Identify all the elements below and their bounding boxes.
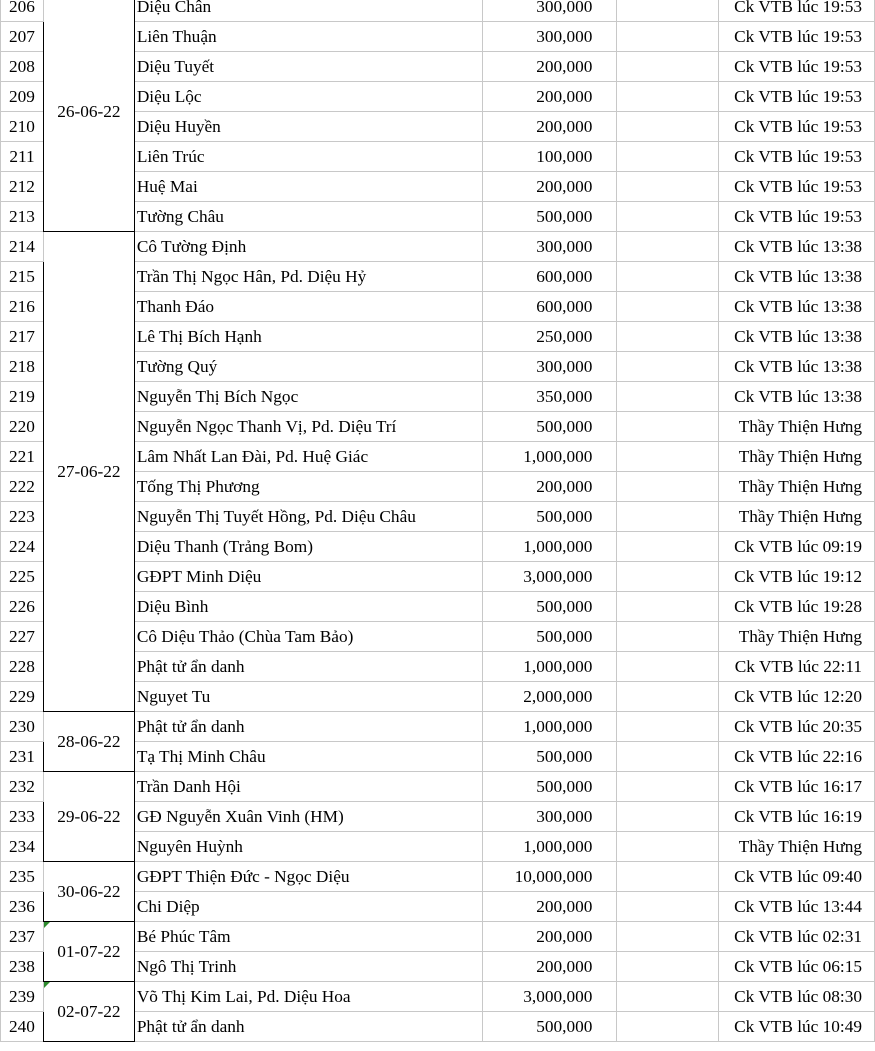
- empty-cell[interactable]: [617, 982, 719, 1012]
- amount-cell[interactable]: 3,000,000: [482, 982, 617, 1012]
- row-number-cell[interactable]: 240: [1, 1012, 44, 1042]
- payment-note-cell[interactable]: Ck VTB lúc 10:49: [719, 1012, 875, 1042]
- payment-note-cell[interactable]: Thầy Thiện Hưng: [719, 832, 875, 862]
- empty-cell[interactable]: [617, 52, 719, 82]
- donor-name-cell[interactable]: Diệu Chân: [134, 0, 482, 22]
- row-number-cell[interactable]: 207: [1, 22, 44, 52]
- donor-name-cell[interactable]: Nguyet Tu: [134, 682, 482, 712]
- row-number-cell[interactable]: 226: [1, 592, 44, 622]
- empty-cell[interactable]: [617, 22, 719, 52]
- table-row: [1, 862, 875, 892]
- payment-note-cell[interactable]: Ck VTB lúc 13:38: [719, 292, 875, 322]
- payment-note-cell[interactable]: Ck VTB lúc 16:19: [719, 802, 875, 832]
- donor-name-cell[interactable]: Phật tử ẩn danh: [134, 652, 482, 682]
- row-number-cell[interactable]: 213: [1, 202, 44, 232]
- amount-cell[interactable]: 300,000: [482, 802, 617, 832]
- row-number-cell[interactable]: 227: [1, 622, 44, 652]
- row-number-cell[interactable]: 225: [1, 562, 44, 592]
- amount-cell[interactable]: 500,000: [482, 622, 617, 652]
- donor-name-cell[interactable]: Liên Thuận: [134, 22, 482, 52]
- date-label: 28-06-22: [57, 732, 121, 751]
- row-number-cell[interactable]: 234: [1, 832, 44, 862]
- empty-cell[interactable]: [617, 802, 719, 832]
- payment-note-cell[interactable]: Ck VTB lúc 13:38: [719, 352, 875, 382]
- amount-cell[interactable]: 200,000: [482, 472, 617, 502]
- empty-cell[interactable]: [617, 352, 719, 382]
- donor-name-cell[interactable]: Diệu Bình: [134, 592, 482, 622]
- amount-cell[interactable]: 200,000: [482, 922, 617, 952]
- amount-cell[interactable]: 1,000,000: [482, 712, 617, 742]
- table-row: [1, 772, 875, 802]
- payment-note-cell[interactable]: Ck VTB lúc 16:17: [719, 772, 875, 802]
- date-cell[interactable]: [43, 0, 134, 232]
- row-number-cell[interactable]: 221: [1, 442, 44, 472]
- amount-cell[interactable]: 2,000,000: [482, 682, 617, 712]
- payment-note-cell[interactable]: Ck VTB lúc 19:12: [719, 562, 875, 592]
- empty-cell[interactable]: [617, 922, 719, 952]
- date-cell[interactable]: [43, 922, 134, 982]
- empty-cell[interactable]: [617, 502, 719, 532]
- comment-indicator-icon[interactable]: [44, 922, 50, 928]
- empty-cell[interactable]: [617, 562, 719, 592]
- row-number-cell[interactable]: 236: [1, 892, 44, 922]
- table-row: [1, 982, 875, 1012]
- amount-cell[interactable]: 1,000,000: [482, 442, 617, 472]
- amount-cell[interactable]: 200,000: [482, 892, 617, 922]
- donor-name-cell[interactable]: GĐPT Minh Diệu: [134, 562, 482, 592]
- empty-cell[interactable]: [617, 442, 719, 472]
- row-number-cell[interactable]: 232: [1, 772, 44, 802]
- donor-name-cell[interactable]: GĐ Nguyễn Xuân Vinh (HM): [134, 802, 482, 832]
- payment-note-cell[interactable]: Ck VTB lúc 08:30: [719, 982, 875, 1012]
- payment-note-cell[interactable]: Ck VTB lúc 12:20: [719, 682, 875, 712]
- empty-cell[interactable]: [617, 622, 719, 652]
- amount-cell[interactable]: 600,000: [482, 292, 617, 322]
- payment-note-cell[interactable]: Ck VTB lúc 22:16: [719, 742, 875, 772]
- date-cell[interactable]: [43, 772, 134, 862]
- donor-name-cell[interactable]: Tạ Thị Minh Châu: [134, 742, 482, 772]
- row-number-cell[interactable]: 233: [1, 802, 44, 832]
- donor-name-cell[interactable]: Tường Châu: [134, 202, 482, 232]
- donor-name-cell[interactable]: GĐPT Thiện Đức - Ngọc Diệu: [134, 862, 482, 892]
- payment-note-cell[interactable]: Ck VTB lúc 09:19: [719, 532, 875, 562]
- payment-note-cell[interactable]: Ck VTB lúc 19:28: [719, 592, 875, 622]
- amount-cell[interactable]: 500,000: [482, 772, 617, 802]
- row-number-cell[interactable]: 212: [1, 172, 44, 202]
- row-number-cell[interactable]: 239: [1, 982, 44, 1012]
- donor-name-cell[interactable]: Tường Quý: [134, 352, 482, 382]
- amount-cell[interactable]: 300,000: [482, 0, 617, 22]
- amount-cell[interactable]: 500,000: [482, 1012, 617, 1042]
- donor-name-cell[interactable]: Bé Phúc Tâm: [134, 922, 482, 952]
- donor-name-cell[interactable]: Tống Thị Phương: [134, 472, 482, 502]
- payment-note-cell[interactable]: Thầy Thiện Hưng: [719, 502, 875, 532]
- empty-cell[interactable]: [617, 322, 719, 352]
- amount-cell[interactable]: 300,000: [482, 352, 617, 382]
- donor-name-cell[interactable]: Phật tử ẩn danh: [134, 1012, 482, 1042]
- donor-name-cell[interactable]: Cô Diệu Thảo (Chùa Tam Bảo): [134, 622, 482, 652]
- row-number-cell[interactable]: 222: [1, 472, 44, 502]
- date-label: 30-06-22: [57, 882, 121, 901]
- row-number-cell[interactable]: 219: [1, 382, 44, 412]
- amount-cell[interactable]: 200,000: [482, 112, 617, 142]
- donor-name-cell[interactable]: Ngô Thị Trinh: [134, 952, 482, 982]
- row-number-cell[interactable]: 224: [1, 532, 44, 562]
- donor-name-cell[interactable]: Nguyễn Thị Bích Ngọc: [134, 382, 482, 412]
- row-number-cell[interactable]: 229: [1, 682, 44, 712]
- empty-cell[interactable]: [617, 652, 719, 682]
- empty-cell[interactable]: [617, 952, 719, 982]
- empty-cell[interactable]: [617, 172, 719, 202]
- row-number-cell[interactable]: 211: [1, 142, 44, 172]
- empty-cell[interactable]: [617, 712, 719, 742]
- payment-note-cell[interactable]: Thầy Thiện Hưng: [719, 472, 875, 502]
- row-number-cell[interactable]: 237: [1, 922, 44, 952]
- amount-cell[interactable]: 200,000: [482, 52, 617, 82]
- empty-cell[interactable]: [617, 682, 719, 712]
- row-number-cell[interactable]: 216: [1, 292, 44, 322]
- payment-note-cell[interactable]: Ck VTB lúc 13:38: [719, 232, 875, 262]
- amount-cell[interactable]: 350,000: [482, 382, 617, 412]
- payment-note-cell[interactable]: Ck VTB lúc 22:11: [719, 652, 875, 682]
- empty-cell[interactable]: [617, 862, 719, 892]
- row-number-cell[interactable]: 235: [1, 862, 44, 892]
- payment-note-cell[interactable]: Ck VTB lúc 13:38: [719, 382, 875, 412]
- amount-cell[interactable]: 100,000: [482, 142, 617, 172]
- donor-name-cell[interactable]: Diệu Lộc: [134, 82, 482, 112]
- payment-note-cell[interactable]: Ck VTB lúc 19:53: [719, 22, 875, 52]
- date-cell[interactable]: [43, 982, 134, 1042]
- empty-cell[interactable]: [617, 832, 719, 862]
- empty-cell[interactable]: [617, 742, 719, 772]
- empty-cell[interactable]: [617, 262, 719, 292]
- date-cell[interactable]: [43, 862, 134, 922]
- empty-cell[interactable]: [617, 532, 719, 562]
- row-number-cell[interactable]: 206: [1, 0, 44, 22]
- empty-cell[interactable]: [617, 772, 719, 802]
- payment-note-cell[interactable]: Ck VTB lúc 02:31: [719, 922, 875, 952]
- amount-cell[interactable]: 500,000: [482, 412, 617, 442]
- row-number-cell[interactable]: 220: [1, 412, 44, 442]
- row-number-cell[interactable]: 217: [1, 322, 44, 352]
- table-row: [1, 0, 875, 22]
- amount-cell[interactable]: 300,000: [482, 232, 617, 262]
- donor-name-cell[interactable]: Nguyễn Thị Tuyết Hồng, Pd. Diệu Châu: [134, 502, 482, 532]
- empty-cell[interactable]: [617, 412, 719, 442]
- payment-note-cell[interactable]: Thầy Thiện Hưng: [719, 442, 875, 472]
- row-number-cell[interactable]: 231: [1, 742, 44, 772]
- comment-indicator-icon[interactable]: [44, 982, 50, 988]
- payment-note-cell[interactable]: Ck VTB lúc 19:53: [719, 142, 875, 172]
- donor-name-cell[interactable]: Trần Danh Hội: [134, 772, 482, 802]
- amount-cell[interactable]: 1,000,000: [482, 832, 617, 862]
- row-number-cell[interactable]: 208: [1, 52, 44, 82]
- amount-cell[interactable]: 200,000: [482, 172, 617, 202]
- amount-cell[interactable]: 500,000: [482, 202, 617, 232]
- amount-cell[interactable]: 200,000: [482, 82, 617, 112]
- payment-note-cell[interactable]: Ck VTB lúc 09:40: [719, 862, 875, 892]
- payment-note-cell[interactable]: Ck VTB lúc 13:38: [719, 262, 875, 292]
- empty-cell[interactable]: [617, 0, 719, 22]
- donor-name-cell[interactable]: Nguyên Huỳnh: [134, 832, 482, 862]
- empty-cell[interactable]: [617, 472, 719, 502]
- table-row: [1, 232, 875, 262]
- empty-cell[interactable]: [617, 202, 719, 232]
- donor-name-cell[interactable]: Thanh Đáo: [134, 292, 482, 322]
- payment-note-cell[interactable]: Ck VTB lúc 19:53: [719, 82, 875, 112]
- amount-cell[interactable]: 1,000,000: [482, 532, 617, 562]
- row-number-cell[interactable]: 210: [1, 112, 44, 142]
- payment-note-cell[interactable]: Thầy Thiện Hưng: [719, 622, 875, 652]
- table-body: [1, 0, 875, 1042]
- amount-cell[interactable]: 200,000: [482, 952, 617, 982]
- table-row: [1, 922, 875, 952]
- empty-cell[interactable]: [617, 292, 719, 322]
- donor-name-cell[interactable]: Nguyễn Ngọc Thanh Vị, Pd. Diệu Trí: [134, 412, 482, 442]
- payment-note-cell[interactable]: Ck VTB lúc 19:53: [719, 112, 875, 142]
- amount-cell[interactable]: 300,000: [482, 22, 617, 52]
- row-number-cell[interactable]: 215: [1, 262, 44, 292]
- date-label: 27-06-22: [57, 462, 121, 481]
- date-label: 02-07-22: [57, 1002, 121, 1021]
- empty-cell[interactable]: [617, 82, 719, 112]
- date-label: 01-07-22: [57, 942, 121, 961]
- payment-note-cell[interactable]: Ck VTB lúc 13:44: [719, 892, 875, 922]
- donor-name-cell[interactable]: Võ Thị Kim Lai, Pd. Diệu Hoa: [134, 982, 482, 1012]
- donor-name-cell[interactable]: Cô Tường Định: [134, 232, 482, 262]
- amount-cell[interactable]: 500,000: [482, 592, 617, 622]
- date-cell[interactable]: [43, 712, 134, 772]
- payment-note-cell[interactable]: Ck VTB lúc 19:53: [719, 202, 875, 232]
- donor-name-cell[interactable]: Lê Thị Bích Hạnh: [134, 322, 482, 352]
- empty-cell[interactable]: [617, 382, 719, 412]
- amount-cell[interactable]: 500,000: [482, 502, 617, 532]
- empty-cell[interactable]: [617, 142, 719, 172]
- payment-note-cell[interactable]: Thầy Thiện Hưng: [719, 412, 875, 442]
- empty-cell[interactable]: [617, 232, 719, 262]
- amount-cell[interactable]: 3,000,000: [482, 562, 617, 592]
- donor-name-cell[interactable]: Liên Trúc: [134, 142, 482, 172]
- row-number-cell[interactable]: 214: [1, 232, 44, 262]
- payment-note-cell[interactable]: Ck VTB lúc 20:35: [719, 712, 875, 742]
- amount-cell[interactable]: 500,000: [482, 742, 617, 772]
- donor-name-cell[interactable]: Lâm Nhất Lan Đài, Pd. Huệ Giác: [134, 442, 482, 472]
- amount-cell[interactable]: 10,000,000: [482, 862, 617, 892]
- empty-cell[interactable]: [617, 112, 719, 142]
- donor-name-cell[interactable]: Phật tử ẩn danh: [134, 712, 482, 742]
- row-number-cell[interactable]: 230: [1, 712, 44, 742]
- row-number-cell[interactable]: 228: [1, 652, 44, 682]
- payment-note-cell[interactable]: Ck VTB lúc 06:15: [719, 952, 875, 982]
- donor-name-cell[interactable]: Huệ Mai: [134, 172, 482, 202]
- amount-cell[interactable]: 250,000: [482, 322, 617, 352]
- amount-cell[interactable]: 1,000,000: [482, 652, 617, 682]
- donor-name-cell[interactable]: Diệu Thanh (Trảng Bom): [134, 532, 482, 562]
- payment-note-cell[interactable]: Ck VTB lúc 19:53: [719, 172, 875, 202]
- empty-cell[interactable]: [617, 892, 719, 922]
- donor-name-cell[interactable]: Diệu Huyền: [134, 112, 482, 142]
- table-row: [1, 712, 875, 742]
- date-cell[interactable]: [43, 232, 134, 712]
- amount-cell[interactable]: 600,000: [482, 262, 617, 292]
- empty-cell[interactable]: [617, 592, 719, 622]
- row-number-cell[interactable]: 209: [1, 82, 44, 112]
- payment-note-cell[interactable]: Ck VTB lúc 19:53: [719, 52, 875, 82]
- row-number-cell[interactable]: 223: [1, 502, 44, 532]
- empty-cell[interactable]: [617, 1012, 719, 1042]
- payment-note-cell[interactable]: Ck VTB lúc 19:53: [719, 0, 875, 22]
- donor-name-cell[interactable]: Trần Thị Ngọc Hân, Pd. Diệu Hỷ: [134, 262, 482, 292]
- date-label: 26-06-22: [57, 102, 121, 121]
- row-number-cell[interactable]: 218: [1, 352, 44, 382]
- donor-name-cell[interactable]: Diệu Tuyết: [134, 52, 482, 82]
- date-label: 29-06-22: [57, 807, 121, 826]
- donor-name-cell[interactable]: Chi Diệp: [134, 892, 482, 922]
- payment-note-cell[interactable]: Ck VTB lúc 13:38: [719, 322, 875, 352]
- row-number-cell[interactable]: 238: [1, 952, 44, 982]
